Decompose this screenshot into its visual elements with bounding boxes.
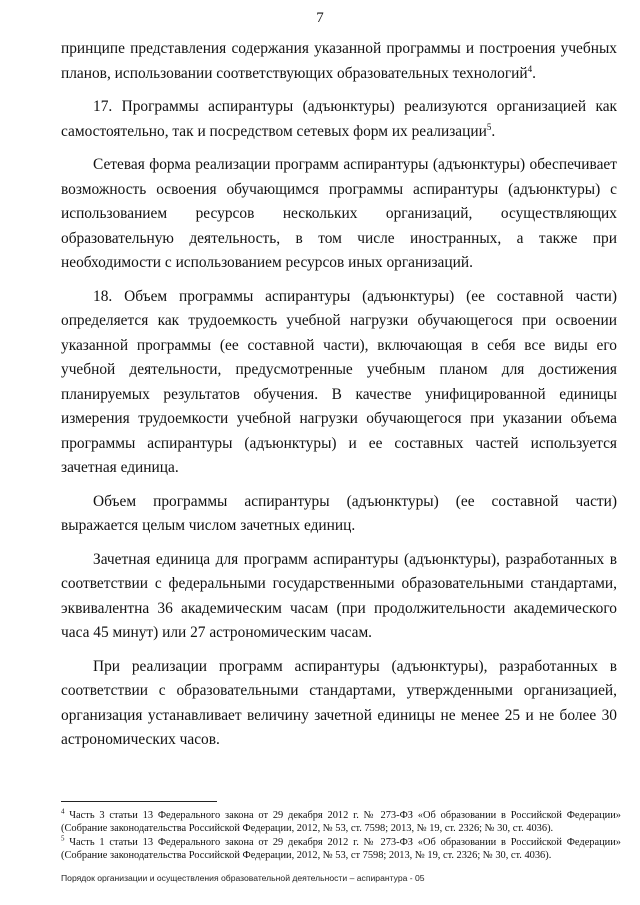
paragraph-item-18: 18. Объем программы аспирантуры (адъюнктуры) (ее составной части) определяется как трудоемкость учебной нагрузки обучающегося при освоении указанной программы (ее составной части), включающая в себя все виды его учебной деятельности, предусмотренные учебным планом для достижения планируемых результатов обучения. В качестве унифицированной единицы измерения трудоемкости учебной нагрузки обучающегося при указании объема программы аспирантуры (адъюнктуры) и ее составных частей используется зачетная единица. [61,287,617,476]
footnote-mark: 5 [61,834,65,843]
paragraph-tail: . [491,122,496,140]
paragraph-credit-unit-organization: При реализации программ аспирантуры (адъюнктуры), разработанных в соответствии с образовательными стандартами, утвержденными организацией, организация устанавливает величину зачетной единицы не менее 25 и не более 30 астрономических часов. [61,657,617,748]
paragraph-credit-unit-federal: Зачетная единица для программ аспирантуры (адъюнктуры), разработанных в соответствии с федеральными государственными образовательными стандартами, эквивалентна 36 академическим часам (при продолжительности академического часа 45 минут) или 27 астрономическим часам. [61,550,617,641]
footnote-ref-5: 5 [486,121,492,132]
footnote-divider [61,801,217,802]
paragraph-tail: . [532,64,536,82]
footnote-5 [61,836,621,862]
paragraph-text: принципе представления содержания указанной программы и построения учебных планов, использовании соответствующих образовательных технологий [61,40,617,82]
page-number: 7 [316,10,324,26]
footnote-text: Часть 3 статьи 13 Федерального закона от 29 декабря 2012 г. № 273-ФЗ «Об образовании в Российской Федерации» (Собрание законодательства Российской Федерации, 2012, № 53, ст. 7598; 2013, № 19, ст. 2326; № 30, ст. 4036). [61,810,621,834]
footnote-mark: 4 [61,807,65,816]
paragraph-item-17 [61,95,617,144]
paragraph-continued [61,37,617,86]
paragraph-network-form: Сетевая форма реализации программ аспирантуры (адъюнктуры) обеспечивает возможность освоения обучающимся программы аспирантуры (адъюнктуры) с использованием ресурсов нескольких организаций, осуществляющих образовательную деятельность, в том числе иностранных, а также при необходимости с использованием ресурсов иных организаций. [61,156,617,271]
footnote-4 [61,809,621,835]
footnotes [61,809,621,863]
paragraph-text: 17. Программы аспирантуры (адъюнктуры) реализуются организацией как самостоятельно, так и посредством сетевых форм их реализации [61,98,617,140]
body-text [61,37,617,753]
paragraph-program-volume: Объем программы аспирантуры (адъюнктуры) (ее составной части) выражается целым числом зачетных единиц. [61,492,617,534]
footnote-ref-4: 4 [527,63,533,74]
document-footer: Порядок организации и осуществления образовательной деятельности – аспирантура - 05 [61,873,425,883]
footnote-text: Часть 1 статьи 13 Федерального закона от 29 декабря 2012 г. № 273-ФЗ «Об образовании в Российской Федерации» (Собрание законодательства Российской Федерации, 2012, № 53, ст 7598; 2013, № 19, ст. 2326; № 30, ст. 4036). [61,837,621,861]
